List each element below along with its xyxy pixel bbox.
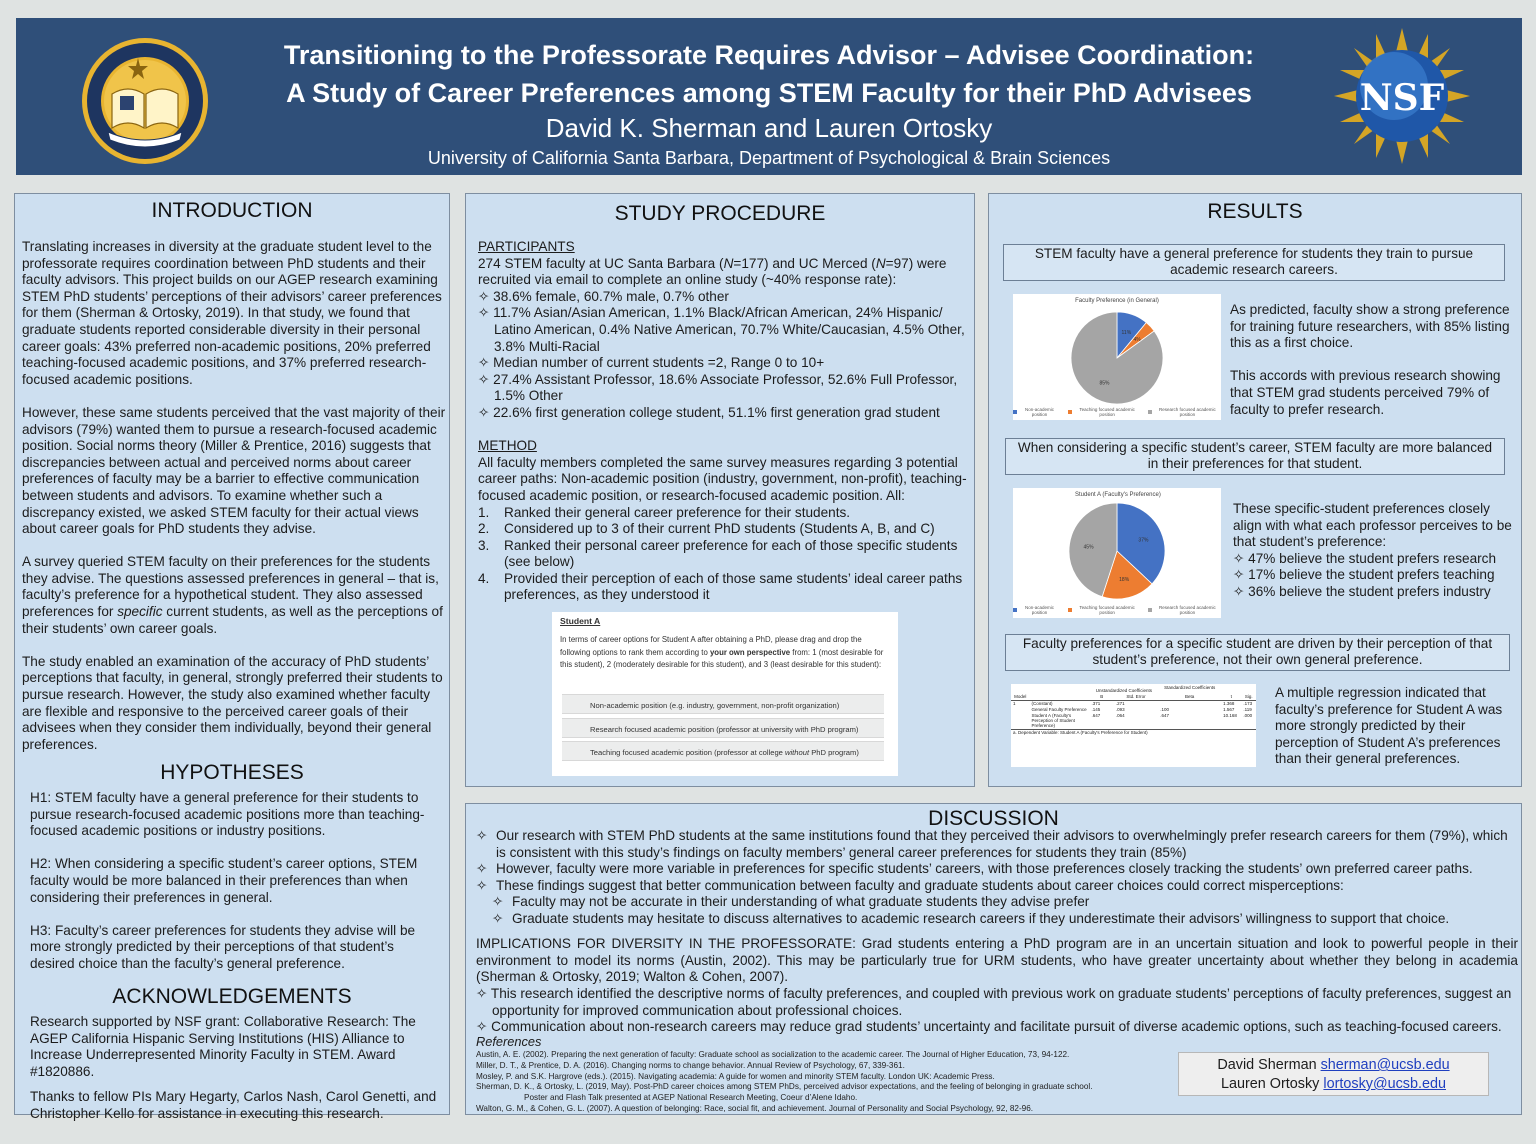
nsf-logo [1332,26,1472,166]
pie-data-label: 45% [1083,544,1094,551]
pie-data-label: 18% [1119,576,1130,583]
participant-bullet: ✧ 27.4% Assistant Professor, 18.6% Associate Professor, 52.6% Full Professor, 1.5% Other [478,371,958,404]
participants-label: PARTICIPANTS [478,239,575,254]
study-procedure-panel [465,193,975,787]
results-bullet: ✧ 36% believe the student prefers industry [1233,583,1491,599]
method-step: 4. Provided their perception of each of those same students’ ideal career paths preferences, as they understood it [478,570,963,603]
table-group-header: Standardized Coefficients [1164,684,1216,690]
results-bullet: ✧ 17% believe the student prefers teaching [1233,567,1495,583]
poster-title [16,36,1522,112]
chart-legend [1013,605,1221,615]
table-row: General Faculty Preference .145 .093 .100 1.567 .119 [1031,707,1252,712]
pie-chart-student-a [1013,488,1221,618]
survey-option[interactable]: Research focused academic position (professor at university with PhD program) [562,718,884,738]
participant-bullet: ✧ 22.6% first generation college student, 51.1% first generation grad student [478,404,940,420]
legend-item: Non-academic position [1013,605,1060,615]
results-paragraph: This accords with previous research showing that STEM grad students perceived 79% of faculty to prefer research. [1230,368,1501,417]
participant-bullet: ✧ Median number of current students =2, Range 0 to 10+ [478,355,825,371]
hypotheses-heading: HYPOTHESES [160,761,304,784]
implications-bullet: ✧ Communication about non-research careers may reduce grad students’ uncertainty and facilitate pursuit of diverse academic options, such as teaching-focused careers. [476,1019,1502,1035]
results-callout: STEM faculty have a general preference for students they train to pursue academic research careers. [1003,244,1505,281]
introduction-paragraph: The study enabled an examination of the accuracy of PhD students’ perceptions that faculty, in general, strongly preferred their students to pursue research. However, the study also examined whether faculty are flexible and responsive to the perceived career goals of their advisees when they consider them individually, beyond their general preferences. [22,653,443,752]
chart-legend [1013,407,1221,417]
survey-heading: Student A [560,616,601,626]
discussion-bullet: ✧ These findings suggest that better communication between faculty and graduate students about career choices could correct misperceptions: [476,877,1344,893]
results-text-2 [1233,501,1513,601]
discussion-bullet: ✧ Our research with STEM PhD students at the same institutions found that they perceived their advisors to overwhelmingly prefer research careers for them (79%), which is consistent with this study’s findings on faculty members’ general career preferences for students they train (85%) [476,828,1508,860]
legend-item: Non-academic position [1013,407,1060,417]
pie-data-label: 37% [1138,537,1149,544]
contact-box [1178,1052,1489,1096]
participants-intro: 274 STEM faculty at UC Santa Barbara (N=177) and UC Merced (N=97) were recruited via email to complete an online study (~40% response rate): [478,255,947,288]
chart-title: Student A (Faculty's Preference) [1075,492,1161,498]
method-label: METHOD [478,438,537,454]
participant-bullet: ✧ 38.6% female, 60.7% male, 0.7% other [478,288,729,304]
references-list [476,1050,1166,1115]
method-step: 2. Considered up to 3 of their current PhD students (Students A, B, and C) [478,521,935,537]
results-callout: When considering a specific student’s career, STEM faculty are more balanced in their preferences for that student. [1005,438,1505,475]
pie-chart-general [1013,294,1221,420]
hypothesis-3: H3: Faculty’s career preferences for students they advise will be more strongly predicted by their perceptions of that student’s desired choice than the faculty’s general preference. [30,922,416,971]
implications-bullets [476,986,1518,1036]
introduction-paragraph: Translating increases in diversity at the graduate student level to the professorate requires coordination between PhD students and their faculty advisors. This project builds on our AGEP research examining STEM PhD students’ perceptions of their advisors’ career preferences for them (Sherman & Ortosky, 2019). In that study, we found that graduate students reported considerable diversity in their personal career goals: 43% preferred non-academic positions, 20% preferred teaching-focused academic positions, and 37% preferred research-focused academic positions. [22,239,442,387]
table-row: Student A (Faculty's Perception of Student Preference) .647 .064 .647 10.168 .000 [1011,713,1256,730]
introduction-heading: INTRODUCTION [151,199,313,222]
table-header-row: Model B Std. Error Beta t Sig. [1011,694,1256,701]
reference-item: Mosley, P. and S.K. Hargrove (eds.). (2015). Navigating academia: A guide for women and minority STEM faculty. London UK: Academic Press. [476,1071,995,1081]
poster-header [16,18,1522,175]
pie-data-label: 85% [1099,380,1110,387]
contact-line: David Sherman sherman@ucsb.edu [1217,1057,1450,1073]
pie-data-label: 4% [1133,337,1141,344]
discussion-bullet: ✧ However, faculty were more variable in preferences for specific students’ careers, with those preferences closely tracking the students’ own preferred career paths. [476,861,1473,877]
study-procedure-heading: STUDY PROCEDURE [614,202,826,225]
introduction-paragraph: A survey queried STEM faculty on their preferences for the students they advise. The questions assessed preferences in general – that is, faculty’s preference for a hypothetical student. They also assessed preferences for specific current students, as well as the perceptions of their students’ own career goals. [22,554,443,636]
implications-label: IMPLICATIONS FOR DIVERSITY IN THE PROFESSORATE: [476,936,856,951]
results-text-3: A multiple regression indicated that faculty’s preference for Student A was more strongly predicted by their perception of Student A’s preferences than their general preferences. [1275,685,1503,767]
references-heading: References [476,1034,542,1049]
discussion-bullets [476,828,1516,928]
participants-section [478,239,972,604]
pie-data-label: 11% [1121,330,1132,337]
hypotheses-text [30,790,435,989]
reference-item: Austin, A. E. (2002). Preparing the next generation of faculty: Graduate school as socialization to the academic career. The Journal of Higher Education, 73, 94-122. [476,1050,1070,1059]
table-group-header: Unstandardized Coefficients [1095,688,1152,693]
results-heading: RESULTS [1207,200,1303,223]
contact-line: Lauren Ortosky lortosky@ucsb.edu [1221,1076,1446,1092]
results-panel [988,193,1522,787]
reference-item: Walton, G. M., & Cohen, G. L. (2007). A question of belonging: Race, social fit, and achievement. Journal of Personality and Social Psychology, 92, 82-96. [476,1103,1034,1113]
discussion-panel [465,803,1522,1115]
legend-item: Teaching focused academic position [1068,605,1140,615]
results-paragraph: As predicted, faculty show a strong preference for training future researchers, with 85% listing this as a first choice. [1230,302,1510,351]
survey-option[interactable]: Non-academic position (e.g. industry, government, non-profit organization) [562,694,884,714]
acknowledgements-heading: ACKNOWLEDGEMENTS [112,985,352,1008]
method-step: 1. Ranked their general career preference for their students. [478,504,851,520]
legend-item: Research focused academic position [1148,605,1221,615]
chart-title: Faculty Preference (in General) [1075,298,1159,304]
results-callout: Faculty preferences for a specific student are driven by their perception of that student’s preference, not their own general preference. [1005,634,1510,671]
results-bullet: ✧ 47% believe the student prefers research [1233,550,1497,566]
email-link[interactable]: sherman@ucsb.edu [1320,1057,1450,1073]
legend-item: Teaching focused academic position [1068,407,1140,417]
method-intro: All faculty members completed the same survey measures regarding 3 potential career paths: Non-academic position (industry, government, non-profit), teaching-focused academic position, or research-focused academic position. All: [478,454,967,503]
nsf-logo-text: NSF [1359,77,1445,119]
participant-bullet: ✧ 11.7% Asian/Asian American, 1.1% Black/African American, 24% Hispanic/ Latino American, 0.4% Native American, 70.7% White/Caucasian, 4.5% Other, 3.8% Multi-Racial [478,305,965,354]
table-row: 1 (Constant) .371 .271 1.368 .173 [1013,701,1253,706]
survey-prompt: In terms of career options for Student A after obtaining a PhD, please drag and drop the following options to rank them according to your own perspective from: 1 (most desirable for this student), 2 (moderately desirable for this student), and 3 (least desirable for this student): [560,635,884,669]
results-text-1 [1230,302,1510,435]
implications-paragraph: IMPLICATIONS FOR DIVERSITY IN THE PROFESSORATE: Grad students entering a PhD program are in an uncertain situation and look to powerful people in their environment to model its norms (Austin, 2002). This may be particularly true for URM students, who have greater uncertainty about whether they belong in academia (Sherman & Ortosky, 2019; Walton & Cohen, 2007). [476,936,1518,985]
email-link[interactable]: lortosky@ucsb.edu [1323,1076,1446,1092]
table-footnote: a. Dependent Variable: Student A (Faculty's Preference for Student) [1013,730,1148,735]
discussion-sub-bullet: ✧ Graduate students may hesitate to discuss alternatives to academic research careers if they underestimate their advisors’ willingness to support that choice. [492,910,1450,926]
title-line-2: A Study of Career Preferences among STEM Faculty for their PhD Advisees [286,78,1252,108]
method-step: 3. Ranked their personal career preference for each of those specific students (see below) [478,537,958,570]
reference-item: Poster and Flash Talk presented at AGEP National Research Meeting, Coeur d’Alene Idaho. [524,1093,858,1103]
hypothesis-1: H1: STEM faculty have a general preference for their students to pursue research-focused academic positions more than teaching-focused academic positions or industry positions. [30,790,425,839]
survey-screenshot [552,612,898,776]
reference-item: Sherman, D. K., & Ortosky, L. (2019, May). Post-PhD career choices among STEM PhDs, perceived advisor expectations, and the feeling of belonging in graduate school. [476,1082,1093,1092]
acknowledgements-paragraph: Research supported by NSF grant: Collaborative Research: The AGEP California Hispanic Serving Institutions (HIS) Alliance to Increase Underrepresented Minority Faculty in STEM. Award #1820886. [30,1014,416,1079]
affiliation: University of California Santa Barbara, Department of Psychological & Brain Sciences [427,148,1111,168]
hypothesis-2: H2: When considering a specific student’s career options, STEM faculty would be more balanced in their preferences than when considering their preferences in general. [30,856,418,905]
results-paragraph: These specific-student preferences closely align with what each professor perceives to be that student’s preference: [1233,501,1512,550]
survey-option[interactable]: Teaching focused academic position (professor at college without PhD program) [562,741,884,761]
introduction-text [22,239,446,770]
discussion-heading: DISCUSSION [928,807,1059,830]
regression-table [1011,684,1256,767]
title-line-1: Transitioning to the Professorate Requires Advisor – Advisee Coordination: [283,40,1255,70]
discussion-sub-bullet: ✧ Faculty may not be accurate in their understanding of what graduate students they advise prefer [492,894,1090,910]
introduction-paragraph: However, these same students perceived that the vast majority of their advisors (79%) wanted them to pursue a research-focused academic position. Social norms theory (Miller & Prentice, 2016) suggests that discrepancies between actual and perceived norms about career preferences of faculty may be a barrier to effective communication between students and advisors. To examine whether such a discrepancy existed, we asked STEM faculty for their actual views about career goals for PhD students they advise. [22,404,446,537]
implications-bullet: ✧ This research identified the descriptive norms of faculty preferences, and coupled with previous work on graduate students’ perceptions of faculty preferences, suggest an opportunity for improved communication about professional choices. [476,986,1512,1018]
authors: David K. Sherman and Lauren Ortosky [545,113,993,143]
reference-item: Miller, D. T., & Prentice, D. A. (2016). Changing norms to change behavior. Annual Review of Psychology, 67, 339-361. [476,1060,905,1070]
acknowledgements-text [30,1014,442,1139]
introduction-panel [14,193,450,1121]
acknowledgements-paragraph: Thanks to fellow PIs Mary Hegarty, Carlos Nash, Carol Genetti, and Christopher Kello for assistance in executing this research. [30,1089,437,1121]
legend-item: Research focused academic position [1148,407,1221,417]
